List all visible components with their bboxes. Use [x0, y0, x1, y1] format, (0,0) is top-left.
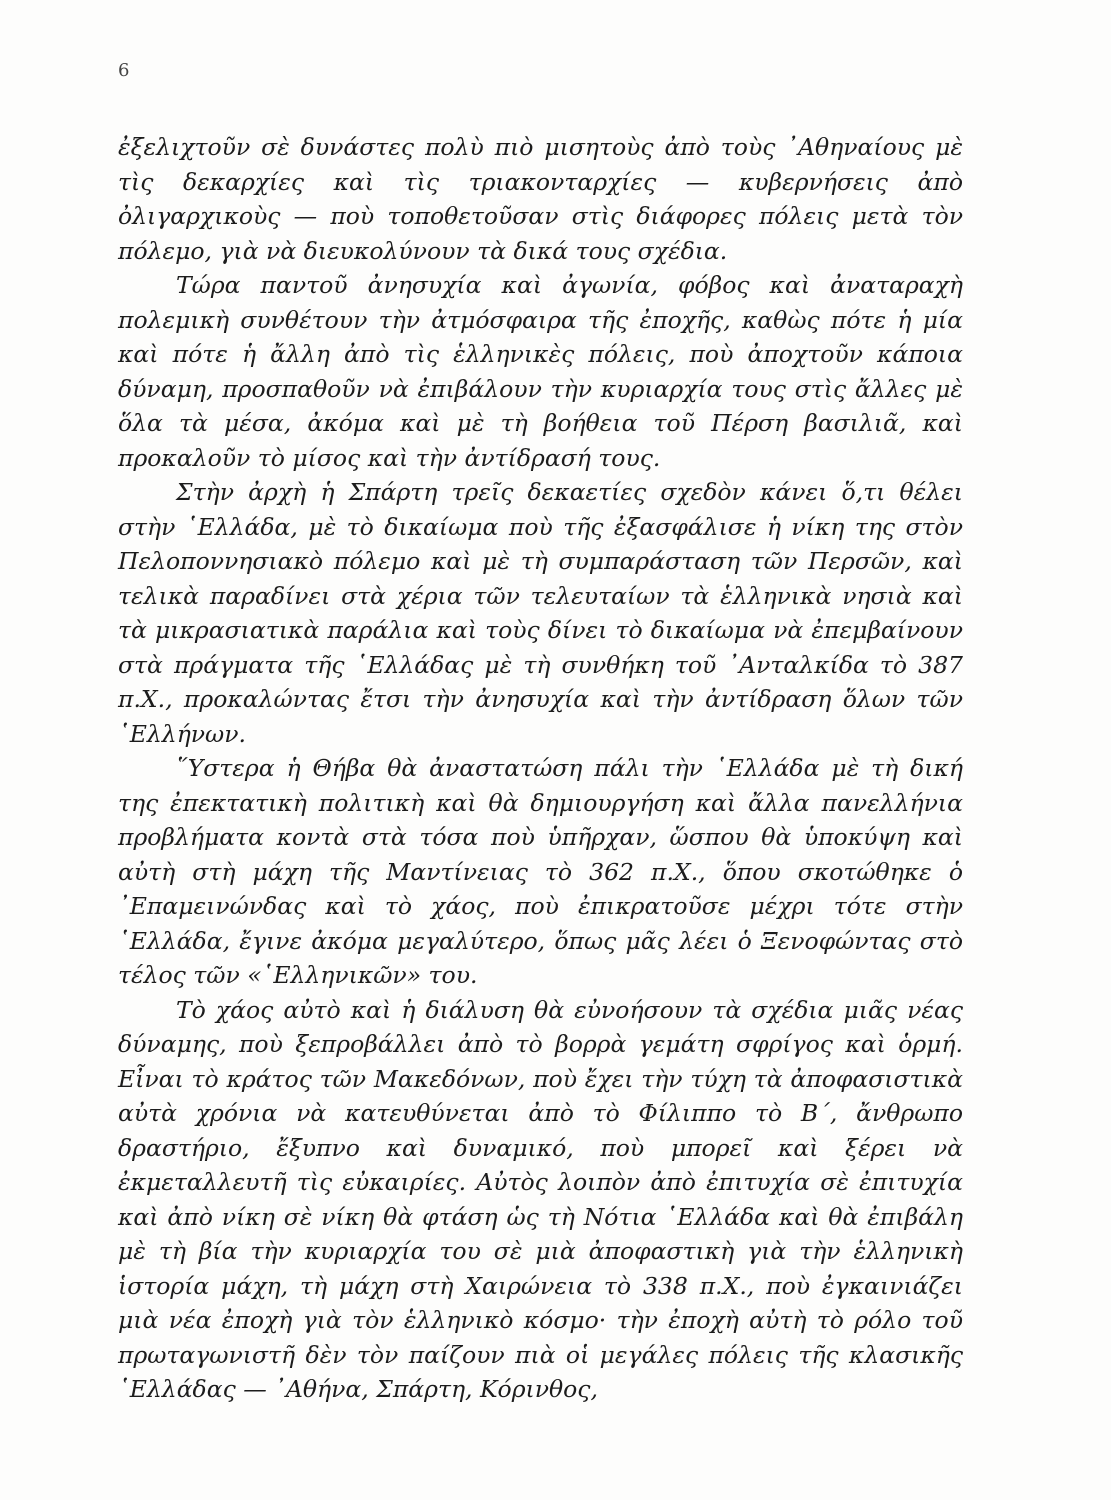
- body-text: [118, 130, 963, 1407]
- paragraph-4: ῞Υστερα ἡ Θήβα θὰ ἀναστατώση πάλι τὴν ῾Ελλάδα μὲ τὴ δική της ἐπεκτατικὴ πολιτικὴ καὶ θὰ δημιουργήση καὶ ἄλλα πανελλήνια προβλήματα κοντὰ στὰ τόσα ποὺ ὑπῆρχαν, ὥσπου θὰ ὑποκύψη καὶ αὐτὴ στὴ μάχη τῆς Μαντίνειας τὸ 362 π.Χ., ὅπου σκοτώθηκε ὁ ᾿Επαμεινώνδας καὶ τὸ χάος, ποὺ ἐπικρατοῦσε μέχρι τότε στὴν ῾Ελλάδα, ἔγινε ἀκόμα μεγαλύτερο, ὅπως μᾶς λέει ὁ Ξενοφώντας στὸ τέλος τῶν «῾Ελληνικῶν» του.: [118, 754, 963, 989]
- paragraph-5: Τὸ χάος αὐτὸ καὶ ἡ διάλυση θὰ εὐνοήσουν τὰ σχέδια μιᾶς νέας δύναμης, ποὺ ξεπροβάλλει ἀπὸ τὸ βορρὰ γεμάτη σφρίγος καὶ ὁρμή. Εἶναι τὸ κράτος τῶν Μακεδόνων, ποὺ ἔχει τὴν τύχη τὰ ἀποφασιστικὰ αὐτὰ χρόνια νὰ κατευθύνεται ἀπὸ τὸ Φίλιππο τὸ Β΄, ἄνθρωπο δραστήριο, ἔξυπνο καὶ δυναμικό, ποὺ μπορεῖ καὶ ξέρει νὰ ἐκμεταλλευτῆ τὶς εὐκαιρίες. Αὐτὸς λοιπὸν ἀπὸ ἐπιτυχία σὲ ἐπιτυχία καὶ ἀπὸ νίκη σὲ νίκη θὰ φτάση ὡς τὴ Νότια ῾Ελλάδα καὶ θὰ ἐπιβάλη μὲ τὴ βία τὴν κυριαρχία του σὲ μιὰ ἀποφαστικὴ γιὰ τὴν ἑλληνικὴ ἱστορία μάχη, τὴ μάχη στὴ Χαιρώνεια τὸ 338 π.Χ., ποὺ ἐγκαινιάζει μιὰ νέα ἐποχὴ γιὰ τὸν ἑλληνικὸ κόσμο· τὴν ἐποχὴ αὐτὴ τὸ ρόλο τοῦ πρωταγωνιστῆ δὲν τὸν παίζουν πιὰ οἱ μεγάλες πόλεις τῆς κλασικῆς ῾Ελλάδας — ᾿Αθήνα, Σπάρτη, Κόρινθος,: [118, 995, 963, 1403]
- page-number: 6: [118, 60, 130, 81]
- paragraph-3: Στὴν ἀρχὴ ἡ Σπάρτη τρεῖς δεκαετίες σχεδὸν κάνει ὅ,τι θέλει στὴν ῾Ελλάδα, μὲ τὸ δικαίωμα ποὺ τῆς ἐξασφάλισε ἡ νίκη της στὸν Πελοποννησιακὸ πόλεμο καὶ μὲ τὴ συμπαράσταση τῶν Περσῶν, καὶ τελικὰ παραδίνει στὰ χέρια τῶν τελευταίων τὰ ἑλληνικὰ νησιὰ καὶ τὰ μικρασιατικὰ παράλια καὶ τοὺς δίνει τὸ δικαίωμα νὰ ἐπεμβαίνουν στὰ πράγματα τῆς ῾Ελλάδας μὲ τὴ συνθήκη τοῦ ᾿Ανταλκίδα τὸ 387 π.Χ., προκαλώντας ἔτσι τὴν ἀνησυχία καὶ τὴν ἀντίδραση ὅλων τῶν ῾Ελλήνων.: [118, 478, 963, 748]
- paragraph-1: ἐξελιχτοῦν σὲ δυνάστες πολὺ πιὸ μισητοὺς ἀπὸ τοὺς ᾿Αθηναίους μὲ τὶς δεκαρχίες καὶ τὶς τριακονταρχίες — κυβερνήσεις ἀπὸ ὀλιγαρχικοὺς — ποὺ τοποθετοῦσαν στὶς διάφορες πόλεις μετὰ τὸν πόλεμο, γιὰ νὰ διευκολύνουν τὰ δικά τους σχέδια.: [118, 133, 963, 265]
- paragraph-2: Τώρα παντοῦ ἀνησυχία καὶ ἀγωνία, φόβος καὶ ἀναταραχὴ πολεμικὴ συνθέτουν τὴν ἀτμόσφαιρα τῆς ἐποχῆς, καθὼς πότε ἡ μία καὶ πότε ἡ ἄλλη ἀπὸ τὶς ἑλληνικὲς πόλεις, ποὺ ἀποχτοῦν κάποια δύναμη, προσπαθοῦν νὰ ἐπιβάλουν τὴν κυριαρχία τους στὶς ἄλλες μὲ ὅλα τὰ μέσα, ἀκόμα καὶ μὲ τὴ βοήθεια τοῦ Πέρση βασιλιᾶ, καὶ προκαλοῦν τὸ μίσος καὶ τὴν ἀντίδρασή τους.: [118, 271, 963, 472]
